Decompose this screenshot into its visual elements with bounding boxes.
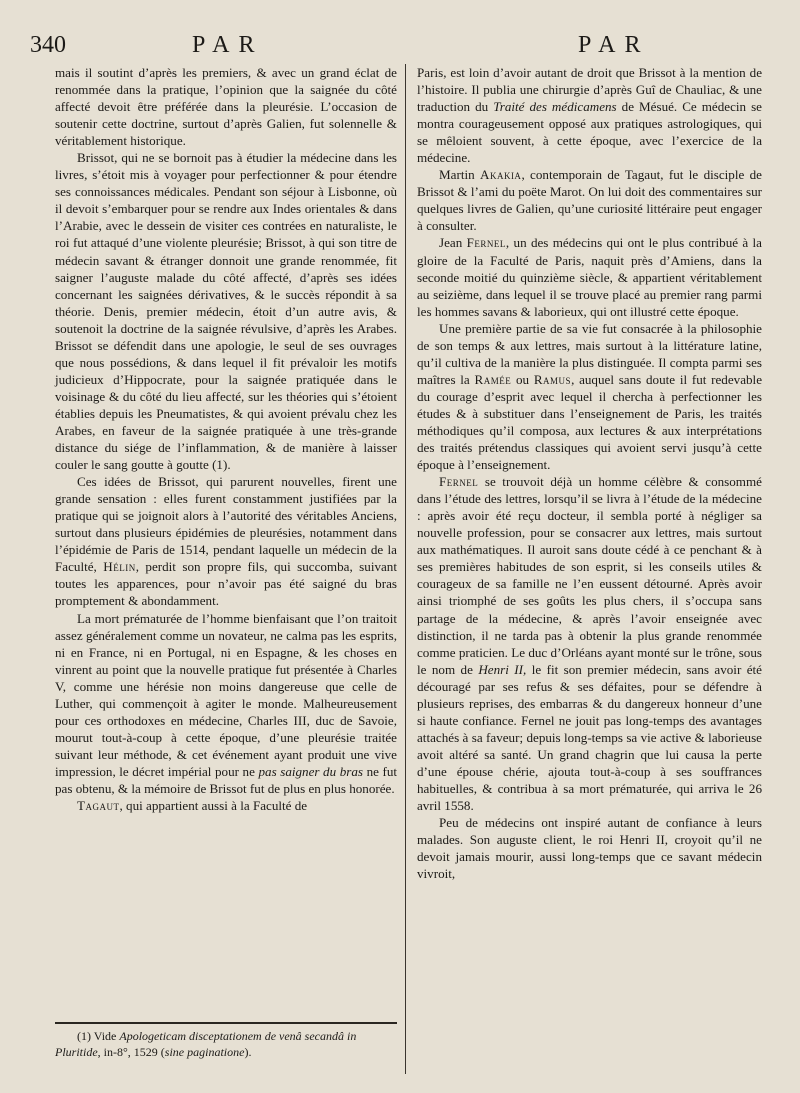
name-ramus: Ramus bbox=[533, 371, 572, 387]
right-column bbox=[417, 64, 762, 1074]
paragraph bbox=[417, 320, 762, 473]
italic-phrase: pas saigner du bras bbox=[258, 763, 363, 779]
column-divider bbox=[405, 64, 406, 1074]
italic-title: Traité des médicamens bbox=[493, 99, 617, 115]
italic-name: Henri II, bbox=[478, 661, 527, 677]
name-tagaut: Tagaut bbox=[77, 798, 120, 814]
text-run: , un des médecins qui ont le plus contribué à la gloire de la Faculté de Paris, naquit près d’Amiens, dans la seconde moitié du quinzième siècle, & appartient véritablement au seizième, dans lequel il se trouve placé au premier rang parmi les hommes savans & laborieux, qui ont illustré cette époque. bbox=[417, 235, 762, 319]
running-head-right: PAR bbox=[578, 32, 650, 58]
footnote-text bbox=[55, 1028, 397, 1060]
paragraph bbox=[55, 797, 397, 814]
running-head-left: PAR bbox=[192, 32, 264, 58]
footnote-sine: sine paginatione bbox=[164, 1045, 245, 1059]
text-run: ). bbox=[244, 1045, 252, 1059]
text-run: Martin bbox=[439, 167, 475, 183]
paragraph bbox=[417, 234, 762, 319]
name-ramee: Ramée bbox=[474, 371, 512, 387]
text-run: La mort prématurée de l’homme bienfaisant que l’on traitoit assez généralement comme un novateur, ne calma pas les esprits, ni en France, ni en Portugal, ni en Espagne, & les choses en vinrent au point que la nouvelle pratique fut présentée à Charles V, comme une hérésie non moins dangereuse que celle de Luther, qui commençoit à agiter le monde. Malheureusement pour ces orthodoxes en médecine, Charles III, duc de Savoie, mourut tout-à-coup à cette époque, d’une pleurésie traitée suivant leur méthode, & cet événement ayant produit une vive impression, le décret impérial pour ne bbox=[55, 610, 397, 779]
footnote-rule bbox=[55, 1022, 397, 1024]
footnote bbox=[55, 1028, 397, 1060]
paragraph bbox=[417, 64, 762, 166]
text-run: , perdit son propre fils, qui succomba, suivant toutes les apparences, pour n’avoir pas été saigné du bras promptement & abondamment. bbox=[55, 559, 397, 609]
page-header bbox=[30, 32, 770, 62]
paragraph: mais il soutint d’après les premiers, & avec un grand éclat de renommée dans la pratique, l’opinion que la saignée du côté affecté devoit être préférée dans la pleurésie. L’occasion de soutenir cette doctrine, surtout d’après Galien, fut solennelle & véritablement historique. bbox=[55, 65, 397, 149]
text-run: Une première partie de sa vie fut consacrée à la philosophie de son temps & aux lettres, mais surtout à la littérature latine, qu’il cultiva de la manière la plus distinguée. Il compta parmi ses maîtres la bbox=[417, 320, 762, 387]
text-run: , auquel sans doute il fut redevable du courage d’esprit avec lequel il chercha à perfectionner les études & à substituer dans l’enseignement de Paris, les traités méthodiques qu’il composa, aux lectures & aux interprétations des traités prétendus classiques qui avoient servi jusqu’à cette époque à l’enseignement. bbox=[417, 371, 763, 473]
paragraph bbox=[55, 473, 397, 609]
page-number: 340 bbox=[30, 32, 66, 58]
text-run: Jean bbox=[439, 235, 463, 251]
text-run: ou bbox=[515, 371, 530, 387]
text-run: Ces idées de Brissot, qui parurent nouvelles, firent une grande sensation : elles furent constamment justifiées par la pratique qui se joignoit alors à l’autorité des véritables Anciens, surtout dans plusieurs épidémies de pleurésies, notamment dans l’épidémie de Paris de 1514, pendant laquelle un médecin de la Faculté, bbox=[55, 474, 397, 575]
paragraph: Brissot, qui ne se bornoit pas à étudier la médecine dans les livres, s’étoit mis à voyager pour perfectionner & pour étendre ses connoissances médicales. Pendant son séjour à Lisbonne, où il devoit s’embarquer pour se rendre aux Indes orientales & dans l’Arabie, avec le dessein de visiter ces contrées en naturaliste, le roi fut attaqué d’une violente pleurésie; Brissot, à qui son titre de médecin savant & étranger donnoit une grande renommée, fit saigner l’auguste malade du côté affecté, d’après ses idées concernant les saignées dérivatives, & le succès répondit à sa théorie. Denis, premier médecin, étoit d’un autre avis, & soutenoit la doctrine de la saignée révulsive, d’après les Arabes. Brissot se défendit dans une apologie, le seul de ses ouvrages que nous possédions, & dans lequel il fit prévaloir les motifs judicieux d’Hippocrate, pour la saignée pratiquée dans le voisinage & du côté du lieu affecté, sur les théories qui s’étoient établies depuis les Pneumatistes, & qui avoient prévalu chez les Arabes, en faveur de la saignée pratiquée à une très-grande distance du siége de l’inflammation, & de manière à laisser couler le sang goutte à goutte (1). bbox=[55, 150, 397, 473]
name-fernel: Fernel bbox=[439, 474, 479, 490]
left-column bbox=[55, 64, 397, 984]
name-helin: Hélin bbox=[103, 559, 136, 575]
text-run: Paris, est loin d’avoir autant de droit que Brissot à la mention de l’histoire. Il publia une chirurgie d’après Guî de Chauliac, & une traduction du bbox=[417, 65, 762, 115]
text-run: se trouvoit déjà un homme célèbre & consommé dans l’étude des lettres, lorsqu’il se livra à l’étude de la médecine : après avoir été reçu docteur, il sembla porté à négliger sa nouvelle profession, pour se consacrer aux lettres, mais surtout aux mathématiques. Il auroit sans doute cédé à ce penchant & à ses premières habitudes de son esprit, si les conseils utiles & courageux de sa famille ne l’en eussent détourné. Après avoir ainsi triomphé de ses goûts les plus chers, il s’occupa sans partage de la médecine, & après l’avoir enseignée avec distinction, il ne tarda pas à obtenir la plus grande renommée comme praticien. Le duc d’Orléans ayant monté sur le trône, sous le nom de bbox=[417, 474, 762, 677]
footnote-title: Apologeticam disceptationem de venâ secandâ in Pluritide bbox=[55, 1029, 357, 1059]
footnote-marker: (1) Vide bbox=[77, 1029, 117, 1043]
paragraph bbox=[417, 473, 762, 814]
text-run: le fit son premier médecin, sans avoir été découragé par ses refus & ses défaites, pour se défendre à plusieurs reprises, des embarras & du dangereux honneur d’une si haute confiance. Fernel ne jouit pas long-temps des avantages attachés à sa faveur; depuis long-temps sa vie active & laborieuse avoit altéré sa santé. Un grand chagrin que lui causa la perte d’une épouse chérie, ajouta tout-à-coup à ses souffrances habituelles, & contribua à sa mort prématurée, qui arriva le 26 avril 1558. bbox=[417, 661, 762, 814]
paragraph: Peu de médecins ont inspiré autant de confiance à leurs malades. Son auguste client, le roi Henri II, croyoit qu’il ne devoit jamais mourir, aussi long-temps que ce savant médecin vivroit, bbox=[417, 815, 762, 882]
text-run: de Mésué. Ce médecin se montra courageusement opposé aux pratiques astrologiques, qui se mêloient souvent, à cette époque, avec l’exercice de la médecine. bbox=[417, 99, 762, 166]
paragraph bbox=[417, 166, 762, 234]
text-run: ne fut pas obtenu, & la mémoire de Brissot fut de plus en plus honorée. bbox=[55, 763, 398, 796]
name-akakia: Akakia bbox=[479, 167, 522, 183]
text-run: , qui appartient aussi à la Faculté de bbox=[119, 798, 308, 814]
text-run: , contemporain de Tagaut, fut le disciple de Brissot & l’ami du poëte Marot. On lui doit des commentaires sur quelques livres de Galien, qu’une curiosité littéraire peut engager à consulter. bbox=[417, 167, 762, 234]
paragraph bbox=[55, 610, 397, 798]
text-run: , in-8°, 1529 ( bbox=[97, 1045, 165, 1059]
name-fernel: Fernel bbox=[466, 235, 506, 251]
